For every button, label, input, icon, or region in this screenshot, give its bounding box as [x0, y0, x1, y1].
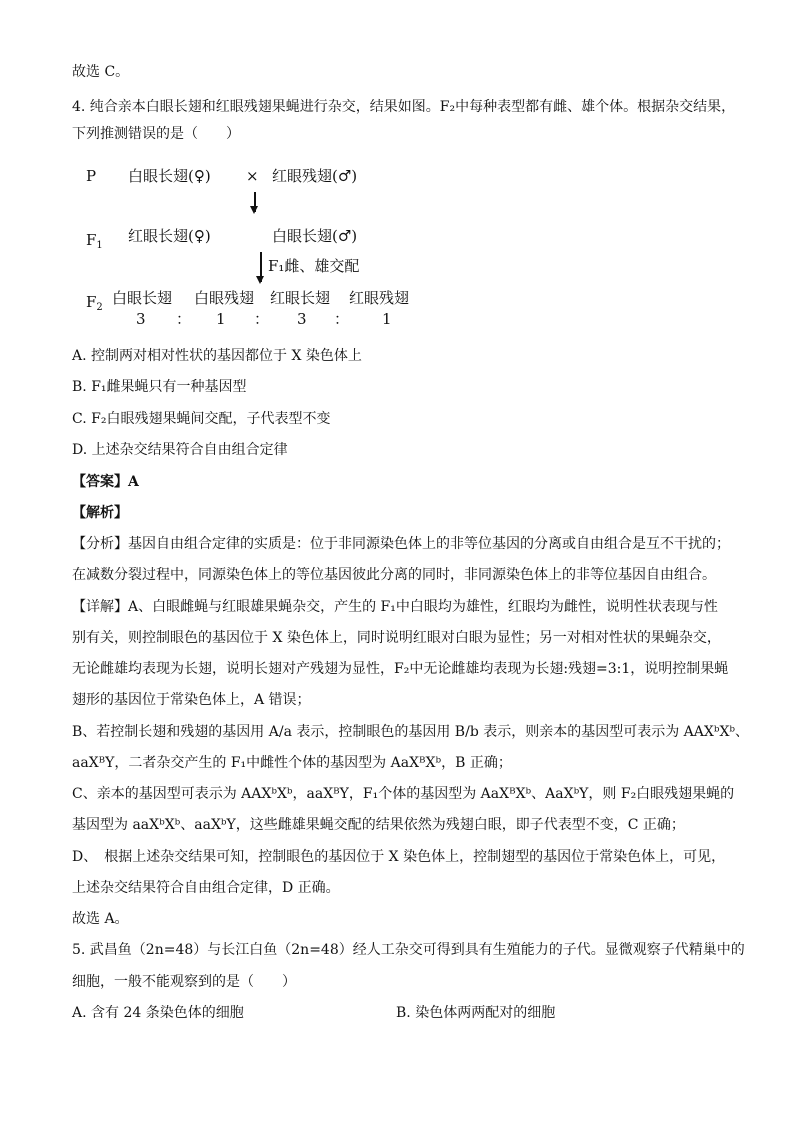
ratio-separator: ： — [254, 310, 270, 328]
previous-answer-end: 故选 C。 — [72, 64, 130, 80]
analysis-line: 别有关，则控制眼色的基因位于 X 染色体上，同时说明红眼对白眼为显性；另一对相对性状的果蝇杂交， — [72, 630, 721, 646]
f1-mating-note: F₁雌、雄交配 — [268, 257, 360, 275]
f1-female-phenotype: 红眼长翅(♀) — [128, 227, 211, 245]
ratio-separator: ： — [176, 310, 192, 328]
f2-phenotype: 白眼残翅 — [194, 289, 255, 307]
analysis-line: 翅形的基因位于常染色体上，A 错误； — [72, 692, 311, 708]
option-b: B. F₁雌果蝇只有一种基因型 — [72, 379, 247, 395]
f2-generation-label: $F_2$ — [86, 293, 103, 313]
p-female-phenotype: 白眼长翅(♀) — [128, 167, 211, 185]
down-arrow-icon — [260, 252, 262, 282]
analysis-line: aaXᴮY，二者杂交产生的 F₁中雌性个体的基因型为 AaXᴮXᵇ，B 正确； — [72, 755, 512, 771]
analysis-line: C、亲本的基因型可表示为 AAXᵇXᵇ，aaXᴮY，F₁个体的基因型为 AaXᴮXᵇ、AaXᵇY，则 F₂白眼残翅果蝇的 — [72, 786, 735, 802]
q4-stem-line1: 4. 纯合亲本白眼长翅和红眼残翅果蝇进行杂交，结果如图。F₂中每种表型都有雌、雄个体。根据杂交结果， — [72, 99, 736, 115]
option-d: D. 上述杂交结果符合自由组合定律 — [72, 442, 288, 458]
analysis-line: 无论雌雄均表现为长翅，说明长翅对产残翅为显性，F₂中无论雌雄均表现为长翅:残翅=3:1，说明控制果蝇 — [72, 661, 729, 677]
analysis-line: 基因型为 aaXᵇXᵇ、aaXᵇY，这些雌雄果蝇交配的结果依然为残翅白眼，即子代表型不变，C 正确； — [72, 817, 685, 833]
analysis-line: 在减数分裂过程中，同源染色体上的等位基因彼此分离的同时，非同源染色体上的非等位基因自由组合。 — [72, 567, 716, 583]
down-arrow-icon — [254, 192, 256, 212]
f1-generation-label: $F_1$ — [86, 231, 103, 251]
analysis-header: 【解析】 — [72, 505, 128, 521]
f2-phenotype: 红眼长翅 — [270, 289, 331, 307]
ratio-value: 3 — [136, 310, 146, 328]
f1-male-phenotype: 白眼长翅(♂) — [272, 227, 358, 245]
analysis-conclusion: 故选 A。 — [72, 911, 129, 927]
f2-phenotype: 红眼残翅 — [349, 289, 410, 307]
answer: 【答案】A — [72, 474, 139, 490]
q4-stem-line2: 下列推测错误的是（ ） — [72, 126, 240, 142]
ratio-value: 1 — [382, 310, 392, 328]
option-c: C. F₂白眼残翅果蝇间交配，子代表型不变 — [72, 411, 331, 427]
analysis-line: 【分析】基因自由组合定律的实质是：位于非同源染色体上的非等位基因的分离或自由组合是互不干扰的； — [72, 536, 730, 552]
analysis-line: D、 根据上述杂交结果可知，控制眼色的基因位于 X 染色体上，控制翅型的基因位于常染色体上，可见， — [72, 849, 726, 865]
cross-symbol: × — [246, 167, 259, 185]
q5-stem-line1: 5. 武昌鱼（2n=48）与长江白鱼（2n=48）经人工杂交可得到具有生殖能力的子代。显微观察子代精巢中的 — [72, 942, 745, 958]
analysis-line: 【详解】A、白眼雌蝇与红眼雄果蝇杂交，产生的 F₁中白眼均为雄性，红眼均为雌性，说明性状表现与性 — [72, 599, 718, 615]
q5-option-a: A. 含有 24 条染色体的细胞 — [72, 1005, 244, 1021]
analysis-line: B、若控制长翅和残翅的基因用 A/a 表示，控制眼色的基因用 B/b 表示，则亲本的基因型可表示为 AAXᵇXᵇ、 — [72, 724, 750, 740]
ratio-separator: ： — [334, 310, 350, 328]
p-generation-label: P — [86, 167, 97, 185]
p-male-phenotype: 红眼残翅(♂) — [272, 167, 358, 185]
analysis-line: 上述杂交结果符合自由组合定律，D 正确。 — [72, 880, 340, 896]
option-a: A. 控制两对相对性状的基因都位于 X 染色体上 — [72, 348, 362, 364]
q5-option-b: B. 染色体两两配对的细胞 — [396, 1005, 556, 1021]
q5-stem-line2: 细胞，一般不能观察到的是（ ） — [72, 974, 296, 990]
ratio-value: 1 — [216, 310, 226, 328]
f2-phenotype: 白眼长翅 — [112, 289, 173, 307]
ratio-value: 3 — [297, 310, 307, 328]
